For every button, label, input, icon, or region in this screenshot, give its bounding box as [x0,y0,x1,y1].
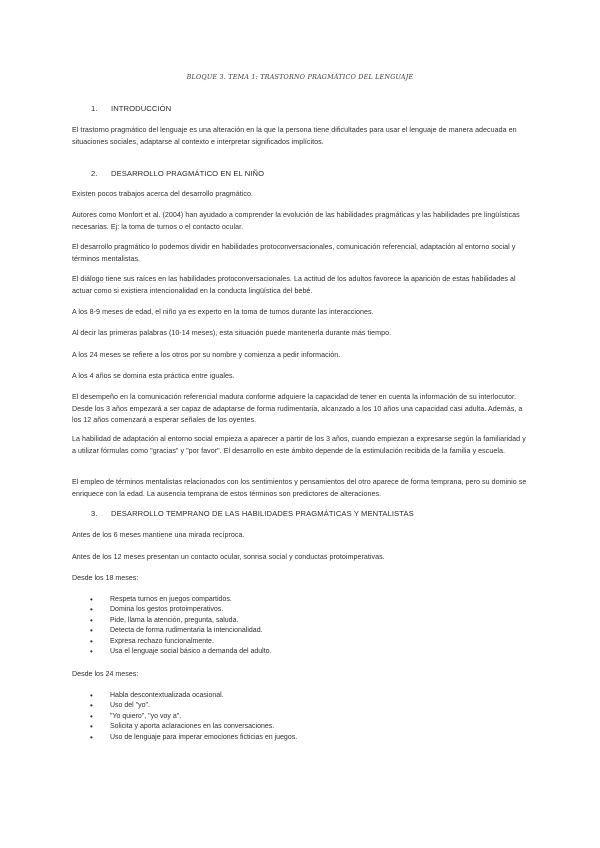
section-number: 3. [91,509,98,518]
paragraph: El trastorno pragmático del lenguaje es una alteración en la que la persona tiene dificultades para usar el lenguaje de manera adecuada en situaciones sociales, adaptarse al contexto e interpretar significados implícitos. [72,126,517,146]
bullet-list-24-months [90,691,297,743]
list-item: • Respeta turnos en juegos compartidos. [90,595,272,605]
list-label-24-months: Desde los 24 meses: [72,670,139,678]
section-title: INTRODUCCIÓN [111,104,172,113]
list-item: • Habla descontextualizada ocasional. [90,691,297,701]
paragraph: Al decir las primeras palabras (10-14 meses), esta situación puede mantenerla durante más tiempo. [72,329,392,337]
paragraph: El desarrollo pragmático lo podemos dividir en habilidades protoconversacionales, comunicación referencial, adaptación al entorno social y términos mentalistas. [72,243,516,263]
paragraph: Existen pocos trabajos acerca del desarrollo pragmático. [72,190,254,198]
paragraph: El diálogo tiene sus raíces en las habilidades protoconversacionales. La actitud de los adultos favorece la aparición de estas habilidades al actuar como si existiera intencionalidad en la conducta lingüística del bebé. [72,275,516,295]
paragraph: Autores como Monfort et al. (2004) han ayudado a comprender la evolución de las habilidades pragmáticas y las habilidades pre lingüísticas necesarias. Ej: la toma de turnos o el contacto ocular. [72,211,520,231]
section-title: DESARROLLO TEMPRANO DE LAS HABILIDADES PRAGMÁTICAS Y MENTALISTAS [111,509,414,518]
list-item: • Usa el lenguaje social básico a demanda del adulto. [90,647,272,657]
list-item: • Expresa rechazo funcionalmente. [90,637,272,647]
paragraph: A los 4 años se domina esta práctica entre iguales. [72,372,235,380]
paragraph: El empleo de términos mentalistas relacionados con los sentimientos y pensamientos del otro aparece de forma temprana, pero su dominio se enriquece con la edad. La ausencia temprana de estos términos son predictores de alteraciones. [72,478,527,498]
list-item: • Uso del "yo". [90,701,297,711]
paragraph: A los 24 meses se refiere a los otros por su nombre y comienza a pedir información. [72,351,341,359]
list-item: • Uso de lenguaje para imperar emociones ficticias en juegos. [90,733,297,743]
page-header: BLOQUE 3. TEMA 1: TRASTORNO PRAGMÁTICO DEL LENGUAJE [186,73,414,81]
paragraph: Antes de los 6 meses mantiene una mirada recíproca. [72,531,245,539]
paragraph: La habilidad de adaptación al entorno social empieza a aparecer a partir de los 3 años, cuando empiezan a expresarse según la familiaridad y a utilizar fórmulas como "gracias" y "por favor". El desarrollo en este ámbito depende de la estimulación recibida de la familia y escuela. [72,435,526,455]
paragraph: El desempeño en la comunicación referencial madura conforme adquiere la capacidad de tener en cuenta la información de su interlocutor. Desde los 3 años empezará a ser capaz de adaptarse de forma rudimentaria, alcanzado a los 10 años una capacidad casi adulta. Además, a los 12 años comenzará a esperar señales de los oyentes. [72,393,523,424]
list-item: • Solicita y aporta aclaraciones en las conversaciones. [90,722,297,732]
section-number: 2. [91,169,98,178]
section-heading-2 [91,169,264,178]
list-item: • Domina los gestos protoimperativos. [90,605,272,615]
list-item: • Pide, llama la atención, pregunta, saluda. [90,616,272,626]
section-title: DESARROLLO PRAGMÁTICO EN EL NIÑO [111,169,265,178]
list-item: • Detecta de forma rudimentaria la intencionalidad. [90,626,272,636]
section-number: 1. [91,104,98,113]
list-label-18-months: Desde los 18 meses: [72,574,139,582]
list-item: • "Yo quiero", "yo voy a". [90,712,297,722]
bullet-list-18-months [90,595,272,657]
section-heading-3 [91,509,414,518]
paragraph: A los 8-9 meses de edad, el niño ya es experto en la toma de turnos durante las interacciones. [72,308,374,316]
section-heading-1 [91,104,171,113]
paragraph: Antes de los 12 meses presentan un contacto ocular, sonrisa social y conductas protoimperativas. [72,553,385,561]
